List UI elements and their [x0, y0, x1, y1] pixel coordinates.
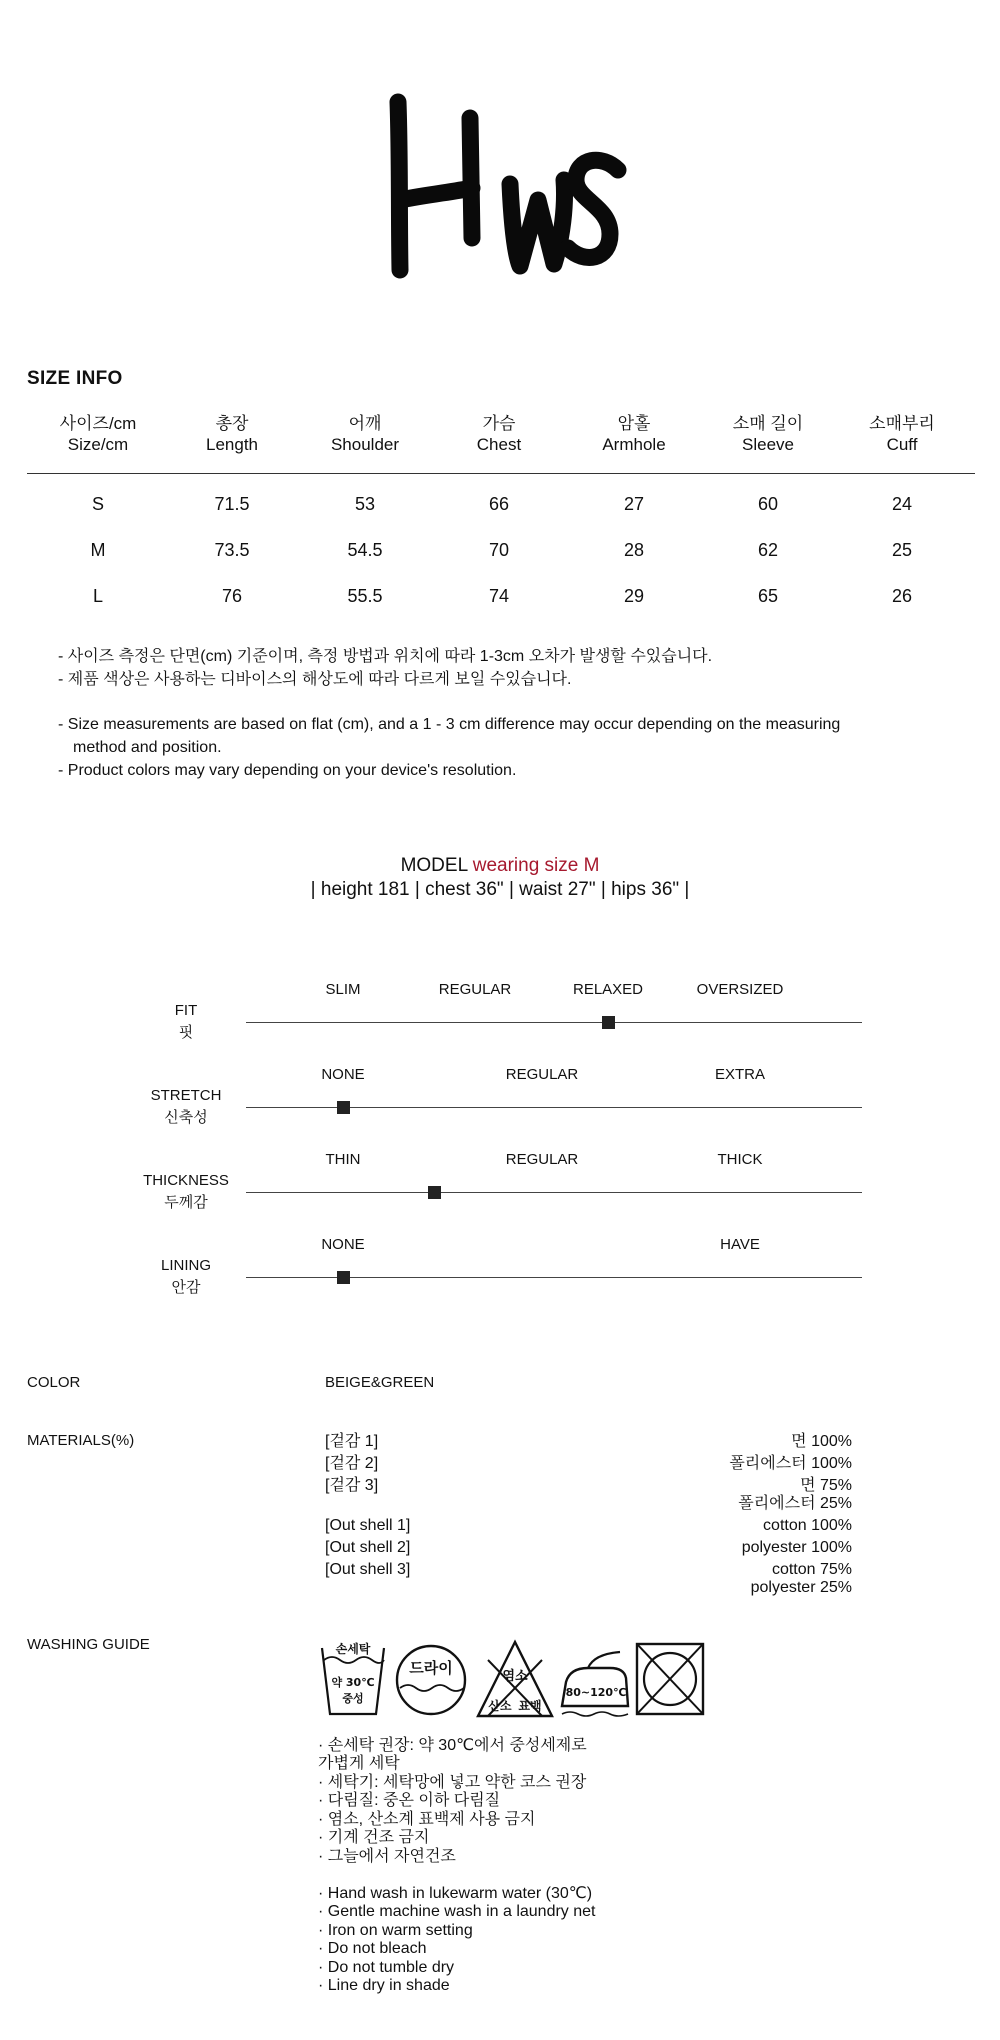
svg-text:약 30℃: 약 30℃ [331, 1676, 375, 1689]
material-name: [Out shell 1] [325, 1517, 411, 1534]
scale-label: LINING 안감 [160, 1257, 211, 1296]
cell-shoulder: 53 [354, 494, 376, 514]
wash-ko-line: · 다림질: 중온 이하 다림질 [318, 1792, 501, 1809]
scale-tick: NONE [321, 1236, 365, 1253]
scale-tick: SLIM [325, 981, 361, 998]
wash-ko-line: · 염소, 산소계 표백제 사용 금지 [318, 1811, 536, 1828]
scale-label: THICKNESS 두께감 [143, 1172, 229, 1211]
cell-length: 71.5 [214, 494, 250, 514]
header-length: 총장 Length [206, 414, 258, 454]
wash-en-line: · Do not bleach [318, 1940, 427, 1957]
scale-track [246, 1022, 862, 1023]
svg-text:손세탁: 손세탁 [335, 1642, 371, 1656]
cell-length: 76 [221, 586, 243, 606]
svg-text:중성: 중성 [342, 1692, 364, 1705]
scale-tick: NONE [321, 1066, 365, 1083]
svg-text:80~120℃: 80~120℃ [565, 1686, 627, 1699]
scale-tick: THICK [717, 1151, 763, 1168]
cell-armhole: 29 [623, 586, 645, 606]
wash-ko-line: · 손세탁 권장: 약 30℃에서 중성세제로 [318, 1737, 587, 1754]
cell-chest: 74 [488, 586, 510, 606]
color-label: COLOR [27, 1374, 81, 1391]
table-divider [27, 473, 975, 474]
dry-clean-icon [392, 1638, 470, 1720]
scale-tick: RELAXED [572, 981, 644, 998]
wash-en-line: · Gentle machine wash in a laundry net [318, 1903, 596, 1920]
cell-size: S [91, 494, 104, 514]
material-value: polyester 100% [741, 1539, 852, 1556]
brand-logo [370, 88, 630, 288]
wash-ko-line: · 세탁기: 세탁망에 넣고 약한 코스 권장 [318, 1774, 587, 1791]
header-size: 사이즈/cm Size/cm [59, 414, 137, 454]
cell-armhole: 27 [623, 494, 645, 514]
cell-cuff: 25 [891, 540, 913, 560]
wash-en-line: · Iron on warm setting [318, 1922, 473, 1939]
svg-text:드라이: 드라이 [409, 1659, 453, 1677]
cell-length: 73.5 [214, 540, 250, 560]
model-title: MODEL wearing size M [400, 855, 600, 876]
scale-tick: REGULAR [505, 1066, 579, 1083]
material-name: [Out shell 2] [325, 1539, 411, 1556]
cell-size: L [92, 586, 103, 606]
color-value: BEIGE&GREEN [325, 1374, 435, 1391]
scale-tick: OVERSIZED [696, 981, 784, 998]
scale-tick: REGULAR [438, 981, 512, 998]
cell-chest: 70 [488, 540, 510, 560]
note-ko-2: - 제품 색상은 사용하는 디바이스의 해상도에 따라 다르게 보일 수있습니다. [58, 671, 572, 688]
cell-sleeve: 65 [757, 586, 779, 606]
svg-text:표백: 표백 [518, 1699, 542, 1713]
material-value: 폴리에스터 100% [729, 1455, 852, 1472]
hand-wash-icon [318, 1638, 388, 1720]
note-en-1-cont: method and position. [73, 739, 222, 756]
cell-shoulder: 55.5 [347, 586, 383, 606]
cell-size: M [90, 540, 106, 560]
no-tumble-dry-icon [634, 1638, 706, 1720]
scale-tick: EXTRA [714, 1066, 765, 1083]
scale-marker [602, 1016, 615, 1029]
cell-shoulder: 54.5 [347, 540, 383, 560]
cell-armhole: 28 [623, 540, 645, 560]
note-en-2: - Product colors may vary depending on your device's resolution. [58, 762, 517, 779]
wash-ko-line: · 기계 건조 금지 [318, 1829, 430, 1846]
header-armhole: 암홀 Armhole [602, 414, 666, 454]
scale-marker [428, 1186, 441, 1199]
scale-tick: THIN [325, 1151, 361, 1168]
svg-text:염소: 염소 [502, 1669, 528, 1684]
cell-cuff: 24 [891, 494, 913, 514]
wash-en-line: · Line dry in shade [318, 1977, 450, 1994]
wash-en-line: · Hand wash in lukewarm water (30℃) [318, 1885, 593, 1902]
material-name: [Out shell 3] [325, 1561, 411, 1578]
note-ko-1: - 사이즈 측정은 단면(cm) 기준이며, 측정 방법과 위치에 따라 1-3cm 오차가 발생할 수있습니다. [58, 648, 713, 665]
materials-label: MATERIALS(%) [27, 1432, 135, 1449]
cell-chest: 66 [488, 494, 510, 514]
svg-text:산소: 산소 [488, 1699, 512, 1713]
washing-guide-label: WASHING GUIDE [27, 1636, 150, 1653]
scale-marker [337, 1101, 350, 1114]
cell-sleeve: 60 [757, 494, 779, 514]
material-value: 면 100% [791, 1433, 852, 1450]
material-value: cotton 75% [771, 1561, 852, 1578]
header-cuff: 소매부리 Cuff [869, 414, 935, 454]
cell-sleeve: 62 [757, 540, 779, 560]
material-value: 폴리에스터 25% [738, 1495, 852, 1512]
material-value: 면 75% [800, 1477, 852, 1494]
material-value: polyester 25% [750, 1579, 852, 1596]
header-shoulder: 어깨 Shoulder [330, 414, 400, 454]
no-bleach-icon [474, 1638, 556, 1720]
model-measurements: | height 181 | chest 36" | waist 27" | hips 36" | [310, 879, 690, 900]
cell-cuff: 26 [891, 586, 913, 606]
size-info-title: SIZE INFO [27, 368, 123, 389]
iron-icon [558, 1638, 632, 1720]
header-sleeve: 소매 길이 Sleeve [732, 414, 804, 454]
wash-ko-line: · 그늘에서 자연건조 [318, 1848, 456, 1865]
header-chest: 가슴 Chest [476, 414, 522, 454]
material-name: [겉감 1] [325, 1433, 379, 1450]
material-name: [겉감 3] [325, 1477, 379, 1494]
scale-track [246, 1192, 862, 1193]
scale-label: STRETCH 신축성 [150, 1087, 222, 1126]
scale-tick: HAVE [720, 1236, 760, 1253]
note-en-1: - Size measurements are based on flat (cm), and a 1 - 3 cm difference may occur depending on the measuring [58, 716, 841, 733]
scale-marker [337, 1271, 350, 1284]
model-wearing-size: wearing size M [472, 855, 600, 876]
wash-en-line: · Do not tumble dry [318, 1959, 455, 1976]
material-value: cotton 100% [763, 1517, 852, 1534]
scale-tick: REGULAR [505, 1151, 579, 1168]
wash-ko-line: 가볍게 세탁 [318, 1755, 400, 1772]
scale-label: FIT 핏 [174, 1002, 198, 1041]
material-name: [겉감 2] [325, 1455, 379, 1472]
